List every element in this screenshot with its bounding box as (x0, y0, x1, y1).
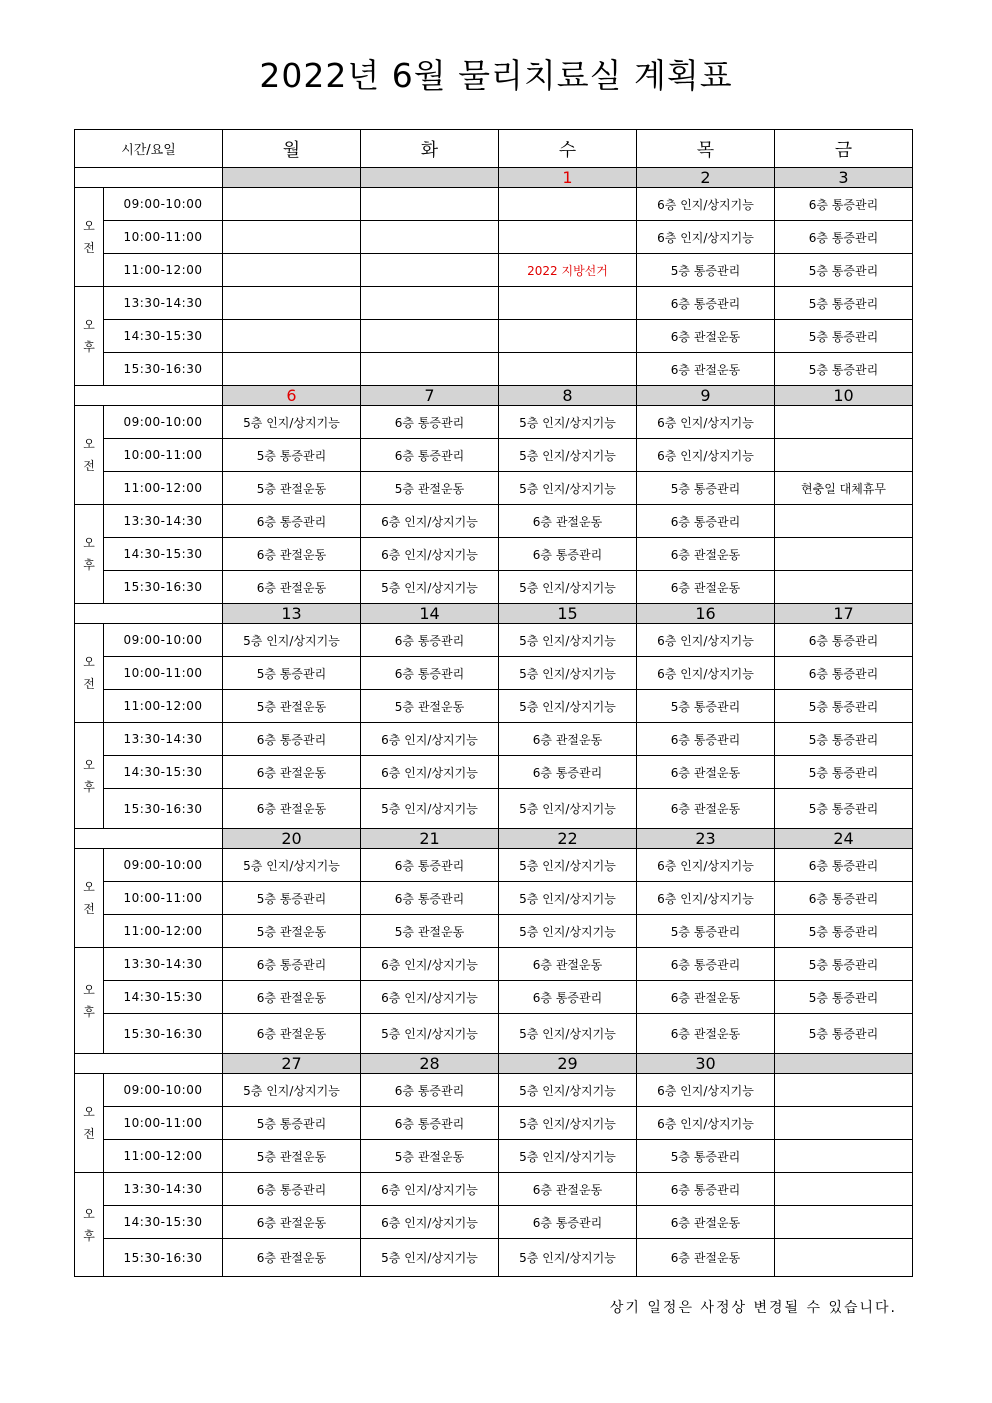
schedule-cell: 6층 통증관리 (637, 1173, 775, 1206)
schedule-cell: 2022 지방선거 (499, 254, 637, 287)
half-label-char: 오 (83, 757, 95, 772)
time-cell: 11:00-12:00 (104, 472, 223, 505)
schedule-cell: 5층 인지/상지기능 (499, 1014, 637, 1054)
schedule-body (75, 130, 913, 1277)
afternoon-label (75, 1173, 104, 1277)
schedule-cell: 6층 통증관리 (775, 624, 913, 657)
schedule-cell: 6층 인지/상지기능 (361, 538, 499, 571)
schedule-cell: 5층 관절운동 (361, 690, 499, 723)
schedule-cell: 6층 통증관리 (499, 981, 637, 1014)
schedule-cell: 6층 인지/상지기능 (361, 1206, 499, 1239)
time-slot-row (75, 1140, 913, 1173)
time-cell: 14:30-15:30 (104, 756, 223, 789)
schedule-cell: 6층 인지/상지기능 (361, 1173, 499, 1206)
schedule-cell (223, 287, 361, 320)
schedule-cell: 5층 인지/상지기능 (499, 690, 637, 723)
schedule-cell: 5층 인지/상지기능 (499, 1074, 637, 1107)
schedule-cell: 6층 인지/상지기능 (637, 406, 775, 439)
schedule-cell: 6층 통증관리 (361, 406, 499, 439)
time-slot-row (75, 287, 913, 320)
date-cell: 30 (637, 1054, 775, 1074)
schedule-cell (361, 221, 499, 254)
schedule-cell: 6층 통증관리 (775, 188, 913, 221)
schedule-cell: 5층 통증관리 (775, 756, 913, 789)
footer-note: 상기 일정은 사정상 변경될 수 있습니다. (609, 1300, 897, 1316)
half-label-char: 오 (83, 880, 95, 894)
date-cell: 10 (775, 386, 913, 406)
schedule-cell: 5층 인지/상지기능 (499, 624, 637, 657)
schedule-cell: 6층 관절운동 (637, 1239, 775, 1277)
date-cell: 6 (223, 386, 361, 406)
schedule-cell (499, 320, 637, 353)
afternoon-label (75, 723, 104, 829)
schedule-cell: 5층 통증관리 (637, 472, 775, 505)
time-slot-row (75, 505, 913, 538)
schedule-cell: 6층 통증관리 (775, 882, 913, 915)
time-cell: 13:30-14:30 (104, 723, 223, 756)
time-slot-row (75, 882, 913, 915)
schedule-cell: 6층 관절운동 (223, 538, 361, 571)
schedule-cell: 5층 인지/상지기능 (223, 849, 361, 882)
half-label-char: 후 (83, 558, 95, 572)
time-slot-row (75, 1173, 913, 1206)
schedule-cell: 5층 관절운동 (361, 1140, 499, 1173)
schedule-cell: 5층 인지/상지기능 (361, 571, 499, 604)
schedule-cell: 6층 인지/상지기능 (361, 505, 499, 538)
half-label-char: 오 (83, 318, 95, 332)
half-label-char: 전 (83, 241, 95, 255)
time-slot-row (75, 981, 913, 1014)
schedule-cell: 5층 관절운동 (361, 472, 499, 505)
date-cell: 23 (637, 829, 775, 849)
schedule-cell: 6층 관절운동 (223, 789, 361, 829)
schedule-cell: 6층 관절운동 (223, 981, 361, 1014)
schedule-cell: 6층 통증관리 (499, 1206, 637, 1239)
schedule-cell: 5층 통증관리 (775, 287, 913, 320)
time-cell: 13:30-14:30 (104, 1173, 223, 1206)
time-slot-row (75, 320, 913, 353)
schedule-cell: 5층 통증관리 (775, 948, 913, 981)
time-cell: 09:00-10:00 (104, 849, 223, 882)
schedule-cell: 5층 관절운동 (223, 915, 361, 948)
schedule-cell: 5층 통증관리 (637, 915, 775, 948)
time-slot-row (75, 1014, 913, 1054)
half-label-char: 오 (83, 655, 95, 669)
date-cell: 2 (637, 168, 775, 188)
schedule-cell (775, 406, 913, 439)
time-cell: 09:00-10:00 (104, 1074, 223, 1107)
schedule-cell: 5층 인지/상지기능 (499, 1140, 637, 1173)
schedule-cell (223, 353, 361, 386)
morning-label (75, 849, 104, 948)
time-cell: 15:30-16:30 (104, 789, 223, 829)
day-header: 금 (775, 130, 913, 168)
half-label-char: 후 (83, 340, 95, 354)
date-row-spacer (75, 168, 223, 188)
half-label-char: 전 (83, 902, 95, 916)
time-cell: 11:00-12:00 (104, 254, 223, 287)
schedule-cell: 6층 관절운동 (637, 1014, 775, 1054)
schedule-cell (775, 1107, 913, 1140)
schedule-cell: 5층 인지/상지기능 (499, 657, 637, 690)
schedule-cell: 6층 통증관리 (775, 657, 913, 690)
schedule-cell: 6층 관절운동 (223, 1014, 361, 1054)
schedule-cell (361, 353, 499, 386)
schedule-cell: 6층 통증관리 (361, 1107, 499, 1140)
date-row-spacer (75, 829, 223, 849)
schedule-cell: 5층 통증관리 (775, 723, 913, 756)
time-cell: 10:00-11:00 (104, 882, 223, 915)
half-label-char: 오 (83, 1206, 95, 1221)
date-cell: 14 (361, 604, 499, 624)
time-cell: 11:00-12:00 (104, 690, 223, 723)
date-row (75, 168, 913, 188)
schedule-table (74, 129, 913, 1277)
schedule-cell: 6층 관절운동 (637, 538, 775, 571)
time-cell: 14:30-15:30 (104, 320, 223, 353)
schedule-cell: 6층 인지/상지기능 (637, 624, 775, 657)
time-slot-row (75, 624, 913, 657)
schedule-cell (223, 188, 361, 221)
time-cell: 14:30-15:30 (104, 538, 223, 571)
time-cell: 10:00-11:00 (104, 439, 223, 472)
schedule-cell: 6층 통증관리 (361, 439, 499, 472)
schedule-cell: 5층 인지/상지기능 (499, 849, 637, 882)
day-header: 화 (361, 130, 499, 168)
half-label-char: 오 (83, 219, 95, 233)
schedule-cell (775, 505, 913, 538)
time-cell: 15:30-16:30 (104, 571, 223, 604)
time-cell: 10:00-11:00 (104, 657, 223, 690)
schedule-cell: 5층 인지/상지기능 (223, 406, 361, 439)
time-slot-row (75, 849, 913, 882)
time-cell: 15:30-16:30 (104, 1014, 223, 1054)
time-cell: 11:00-12:00 (104, 915, 223, 948)
date-cell: 3 (775, 168, 913, 188)
time-cell: 11:00-12:00 (104, 1140, 223, 1173)
date-cell (223, 168, 361, 188)
schedule-cell: 6층 통증관리 (361, 657, 499, 690)
schedule-cell: 6층 인지/상지기능 (637, 849, 775, 882)
date-cell: 28 (361, 1054, 499, 1074)
date-cell: 22 (499, 829, 637, 849)
schedule-cell: 6층 인지/상지기능 (361, 948, 499, 981)
time-slot-row (75, 1206, 913, 1239)
date-row-spacer (75, 386, 223, 406)
schedule-cell: 5층 인지/상지기능 (499, 439, 637, 472)
date-row (75, 604, 913, 624)
schedule-cell: 5층 관절운동 (223, 690, 361, 723)
date-row-spacer (75, 1054, 223, 1074)
schedule-cell: 6층 통증관리 (637, 287, 775, 320)
schedule-cell: 6층 인지/상지기능 (637, 188, 775, 221)
schedule-cell (775, 439, 913, 472)
schedule-cell: 6층 관절운동 (223, 571, 361, 604)
schedule-cell (775, 1074, 913, 1107)
schedule-cell (499, 221, 637, 254)
schedule-cell: 5층 통증관리 (223, 1107, 361, 1140)
date-cell: 8 (499, 386, 637, 406)
time-cell: 14:30-15:30 (104, 1206, 223, 1239)
time-slot-row (75, 657, 913, 690)
time-slot-row (75, 915, 913, 948)
schedule-cell: 6층 인지/상지기능 (637, 439, 775, 472)
half-label-char: 오 (83, 437, 95, 451)
schedule-cell: 6층 통증관리 (223, 1173, 361, 1206)
time-slot-row (75, 353, 913, 386)
time-slot-row (75, 948, 913, 981)
date-cell: 9 (637, 386, 775, 406)
time-slot-row (75, 756, 913, 789)
schedule-cell (361, 188, 499, 221)
half-label-char: 후 (83, 779, 95, 794)
date-cell (775, 1054, 913, 1074)
schedule-cell: 6층 인지/상지기능 (637, 657, 775, 690)
schedule-cell: 5층 통증관리 (775, 254, 913, 287)
schedule-cell: 5층 통증관리 (775, 353, 913, 386)
schedule-cell: 5층 통증관리 (223, 657, 361, 690)
schedule-cell (361, 287, 499, 320)
time-day-header: 시간/요일 (75, 130, 223, 168)
date-row (75, 829, 913, 849)
day-header: 목 (637, 130, 775, 168)
schedule-cell: 6층 인지/상지기능 (637, 1107, 775, 1140)
date-cell (361, 168, 499, 188)
time-cell: 09:00-10:00 (104, 624, 223, 657)
schedule-cell: 6층 인지/상지기능 (361, 756, 499, 789)
time-cell: 14:30-15:30 (104, 981, 223, 1014)
schedule-cell: 6층 관절운동 (637, 353, 775, 386)
schedule-cell: 5층 통증관리 (775, 320, 913, 353)
schedule-cell: 6층 통증관리 (775, 849, 913, 882)
schedule-cell: 5층 인지/상지기능 (499, 472, 637, 505)
schedule-cell: 5층 통증관리 (637, 690, 775, 723)
schedule-cell: 6층 관절운동 (637, 756, 775, 789)
schedule-cell: 5층 인지/상지기능 (361, 1014, 499, 1054)
schedule-cell (775, 1140, 913, 1173)
schedule-cell (361, 320, 499, 353)
schedule-cell: 5층 인지/상지기능 (499, 915, 637, 948)
time-slot-row (75, 406, 913, 439)
schedule-cell: 6층 인지/상지기능 (637, 882, 775, 915)
schedule-cell: 6층 관절운동 (637, 981, 775, 1014)
schedule-cell: 5층 인지/상지기능 (223, 1074, 361, 1107)
schedule-cell: 5층 인지/상지기능 (499, 789, 637, 829)
schedule-cell: 6층 통증관리 (775, 221, 913, 254)
schedule-cell (361, 254, 499, 287)
schedule-cell: 5층 인지/상지기능 (361, 1239, 499, 1277)
schedule-cell: 5층 인지/상지기능 (499, 1107, 637, 1140)
time-slot-row (75, 571, 913, 604)
half-label-char: 전 (83, 1127, 95, 1141)
schedule-cell: 5층 통증관리 (223, 439, 361, 472)
schedule-cell: 5층 통증관리 (775, 690, 913, 723)
schedule-cell: 5층 인지/상지기능 (223, 624, 361, 657)
half-label-char: 오 (83, 982, 95, 997)
schedule-cell (775, 571, 913, 604)
date-cell: 29 (499, 1054, 637, 1074)
schedule-cell: 5층 관절운동 (223, 472, 361, 505)
schedule-cell (223, 221, 361, 254)
schedule-cell: 5층 관절운동 (361, 915, 499, 948)
morning-label (75, 406, 104, 505)
schedule-cell (775, 538, 913, 571)
time-slot-row (75, 1239, 913, 1277)
schedule-cell: 6층 통증관리 (637, 723, 775, 756)
schedule-cell: 6층 통증관리 (637, 505, 775, 538)
time-cell: 09:00-10:00 (104, 406, 223, 439)
schedule-cell (775, 1206, 913, 1239)
header-row (75, 130, 913, 168)
page-title: 2022년 6월 물리치료실 계획표 (259, 56, 733, 95)
schedule-cell (223, 320, 361, 353)
date-row-spacer (75, 604, 223, 624)
schedule-cell: 6층 관절운동 (223, 1239, 361, 1277)
schedule-cell: 6층 관절운동 (637, 571, 775, 604)
day-header: 수 (499, 130, 637, 168)
schedule-cell: 6층 관절운동 (223, 1206, 361, 1239)
date-cell: 21 (361, 829, 499, 849)
schedule-cell (499, 353, 637, 386)
schedule-cell: 6층 통증관리 (499, 538, 637, 571)
schedule-cell: 6층 관절운동 (637, 1206, 775, 1239)
time-slot-row (75, 188, 913, 221)
schedule-cell: 5층 인지/상지기능 (361, 789, 499, 829)
schedule-cell: 6층 통증관리 (361, 849, 499, 882)
time-cell: 13:30-14:30 (104, 287, 223, 320)
time-slot-row (75, 439, 913, 472)
time-cell: 13:30-14:30 (104, 505, 223, 538)
time-slot-row (75, 221, 913, 254)
half-label-char: 후 (83, 1004, 95, 1019)
time-slot-row (75, 723, 913, 756)
half-label-char: 오 (83, 1105, 95, 1119)
schedule-cell: 6층 통증관리 (361, 1074, 499, 1107)
schedule-cell (499, 188, 637, 221)
afternoon-label (75, 287, 104, 386)
schedule-cell: 6층 통증관리 (361, 882, 499, 915)
schedule-cell: 5층 통증관리 (223, 882, 361, 915)
time-cell: 13:30-14:30 (104, 948, 223, 981)
morning-label (75, 188, 104, 287)
time-slot-row (75, 254, 913, 287)
time-cell: 10:00-11:00 (104, 1107, 223, 1140)
date-cell: 16 (637, 604, 775, 624)
morning-label (75, 1074, 104, 1173)
schedule-cell: 5층 인지/상지기능 (499, 571, 637, 604)
time-slot-row (75, 1074, 913, 1107)
schedule-cell: 6층 인지/상지기능 (361, 723, 499, 756)
schedule-cell: 5층 통증관리 (775, 789, 913, 829)
date-row (75, 1054, 913, 1074)
date-cell: 24 (775, 829, 913, 849)
schedule-cell: 5층 통증관리 (775, 981, 913, 1014)
schedule-cell: 6층 인지/상지기능 (637, 221, 775, 254)
time-slot-row (75, 472, 913, 505)
schedule-cell: 6층 관절운동 (499, 723, 637, 756)
schedule-cell: 6층 통증관리 (223, 948, 361, 981)
schedule-cell: 6층 인지/상지기능 (637, 1074, 775, 1107)
date-cell: 7 (361, 386, 499, 406)
date-cell: 20 (223, 829, 361, 849)
schedule-cell: 5층 통증관리 (775, 915, 913, 948)
time-cell: 10:00-11:00 (104, 221, 223, 254)
schedule-cell (223, 254, 361, 287)
schedule-cell: 6층 관절운동 (499, 505, 637, 538)
half-label-char: 전 (83, 459, 95, 473)
schedule-cell (775, 1239, 913, 1277)
schedule-cell: 6층 관절운동 (637, 320, 775, 353)
schedule-cell: 현충일 대체휴무 (775, 472, 913, 505)
date-cell: 15 (499, 604, 637, 624)
day-header: 월 (223, 130, 361, 168)
schedule-cell (775, 1173, 913, 1206)
schedule-cell: 6층 관절운동 (223, 756, 361, 789)
schedule-cell: 6층 관절운동 (499, 948, 637, 981)
date-cell: 17 (775, 604, 913, 624)
time-slot-row (75, 690, 913, 723)
time-cell: 15:30-16:30 (104, 353, 223, 386)
time-slot-row (75, 538, 913, 571)
schedule-cell: 6층 통증관리 (499, 756, 637, 789)
schedule-cell: 5층 관절운동 (223, 1140, 361, 1173)
schedule-cell: 5층 통증관리 (637, 1140, 775, 1173)
date-cell: 27 (223, 1054, 361, 1074)
date-row (75, 386, 913, 406)
date-cell: 1 (499, 168, 637, 188)
schedule-cell: 5층 인지/상지기능 (499, 882, 637, 915)
schedule-cell: 6층 인지/상지기능 (361, 981, 499, 1014)
schedule-cell: 6층 통증관리 (223, 505, 361, 538)
schedule-cell: 6층 관절운동 (499, 1173, 637, 1206)
schedule-cell: 5층 인지/상지기능 (499, 406, 637, 439)
schedule-cell: 5층 통증관리 (775, 1014, 913, 1054)
schedule-cell: 6층 관절운동 (637, 789, 775, 829)
schedule-cell: 6층 통증관리 (223, 723, 361, 756)
schedule-cell: 5층 통증관리 (637, 254, 775, 287)
time-slot-row (75, 1107, 913, 1140)
schedule-cell: 6층 통증관리 (361, 624, 499, 657)
schedule-cell: 5층 인지/상지기능 (499, 1239, 637, 1277)
time-slot-row (75, 789, 913, 829)
schedule-cell: 6층 통증관리 (637, 948, 775, 981)
half-label-char: 오 (83, 536, 95, 550)
morning-label (75, 624, 104, 723)
time-cell: 09:00-10:00 (104, 188, 223, 221)
time-cell: 15:30-16:30 (104, 1239, 223, 1277)
schedule-cell (499, 287, 637, 320)
date-cell: 13 (223, 604, 361, 624)
half-label-char: 후 (83, 1228, 95, 1243)
half-label-char: 전 (83, 677, 95, 691)
afternoon-label (75, 505, 104, 604)
afternoon-label (75, 948, 104, 1054)
